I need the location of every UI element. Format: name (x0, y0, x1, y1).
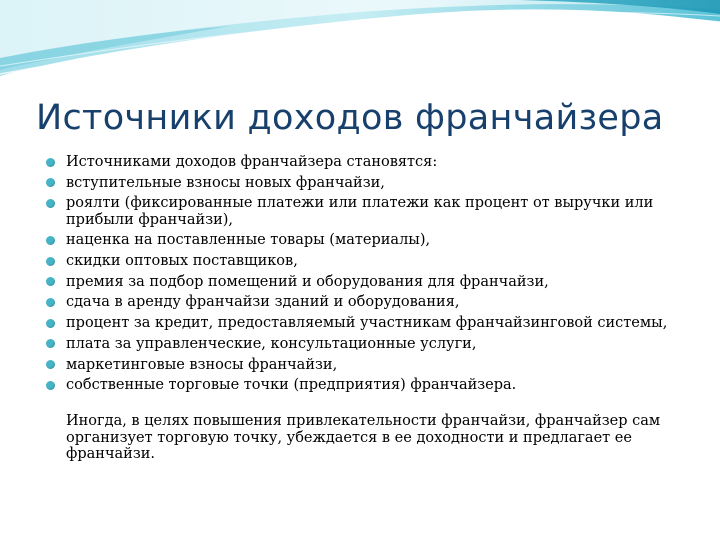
list-item (46, 274, 686, 290)
note-paragraph: Иногда, в целях повышения привлекательности франчайзи, франчайзер сам организует торговую точку, убеждается в ее доходности и предлагает ее франчайзи. (66, 413, 661, 462)
list-item (46, 336, 686, 352)
bullet-icon (46, 339, 55, 348)
bullet-icon (46, 199, 55, 208)
list-item-text: премия за подбор помещений и оборудования для франчайзи, (66, 273, 549, 290)
list-item-text: Источниками доходов франчайзера становятся: (66, 154, 438, 170)
bullet-icon (46, 158, 55, 167)
list-item (46, 175, 686, 191)
list-item (46, 315, 686, 331)
list-item-text: скидки оптовых поставщиков, (66, 253, 298, 270)
list-item (46, 195, 686, 227)
bullet-list (46, 154, 686, 393)
list-item-text: собственные торговые точки (предприятия) франчайзера. (66, 377, 517, 394)
bullet-icon (46, 319, 55, 328)
bullet-icon (46, 381, 55, 390)
slide-title: Источники доходов франчайзера (36, 98, 664, 138)
list-item-text: наценка на поставленные товары (материалы), (66, 232, 431, 249)
list-item (46, 294, 686, 310)
list-item-text: процент за кредит, предоставляемый участникам франчайзинговой системы, (66, 315, 668, 332)
list-item-text: плата за управленческие, консультационные услуги, (66, 335, 477, 352)
list-item-text: маркетинговые взносы франчайзи, (66, 356, 338, 373)
header-wave-decoration (0, 0, 720, 80)
bullet-icon (46, 257, 55, 266)
list-item (46, 154, 686, 170)
list-item (46, 232, 686, 248)
list-item-text: вступительные взносы новых франчайзи, (66, 174, 385, 191)
bullet-icon (46, 178, 55, 187)
list-item-text: роялти (фиксированные платежи или платежи как процент от выручки или прибыли франчайзи), (66, 195, 654, 228)
bullet-icon (46, 360, 55, 369)
list-item-text: сдача в аренду франчайзи зданий и оборудования, (66, 294, 460, 311)
list-item (46, 253, 686, 269)
slide-content (46, 154, 686, 462)
bullet-icon (46, 298, 55, 307)
bullet-icon (46, 277, 55, 286)
bullet-icon (46, 236, 55, 245)
list-item (46, 377, 686, 393)
list-item (46, 357, 686, 373)
